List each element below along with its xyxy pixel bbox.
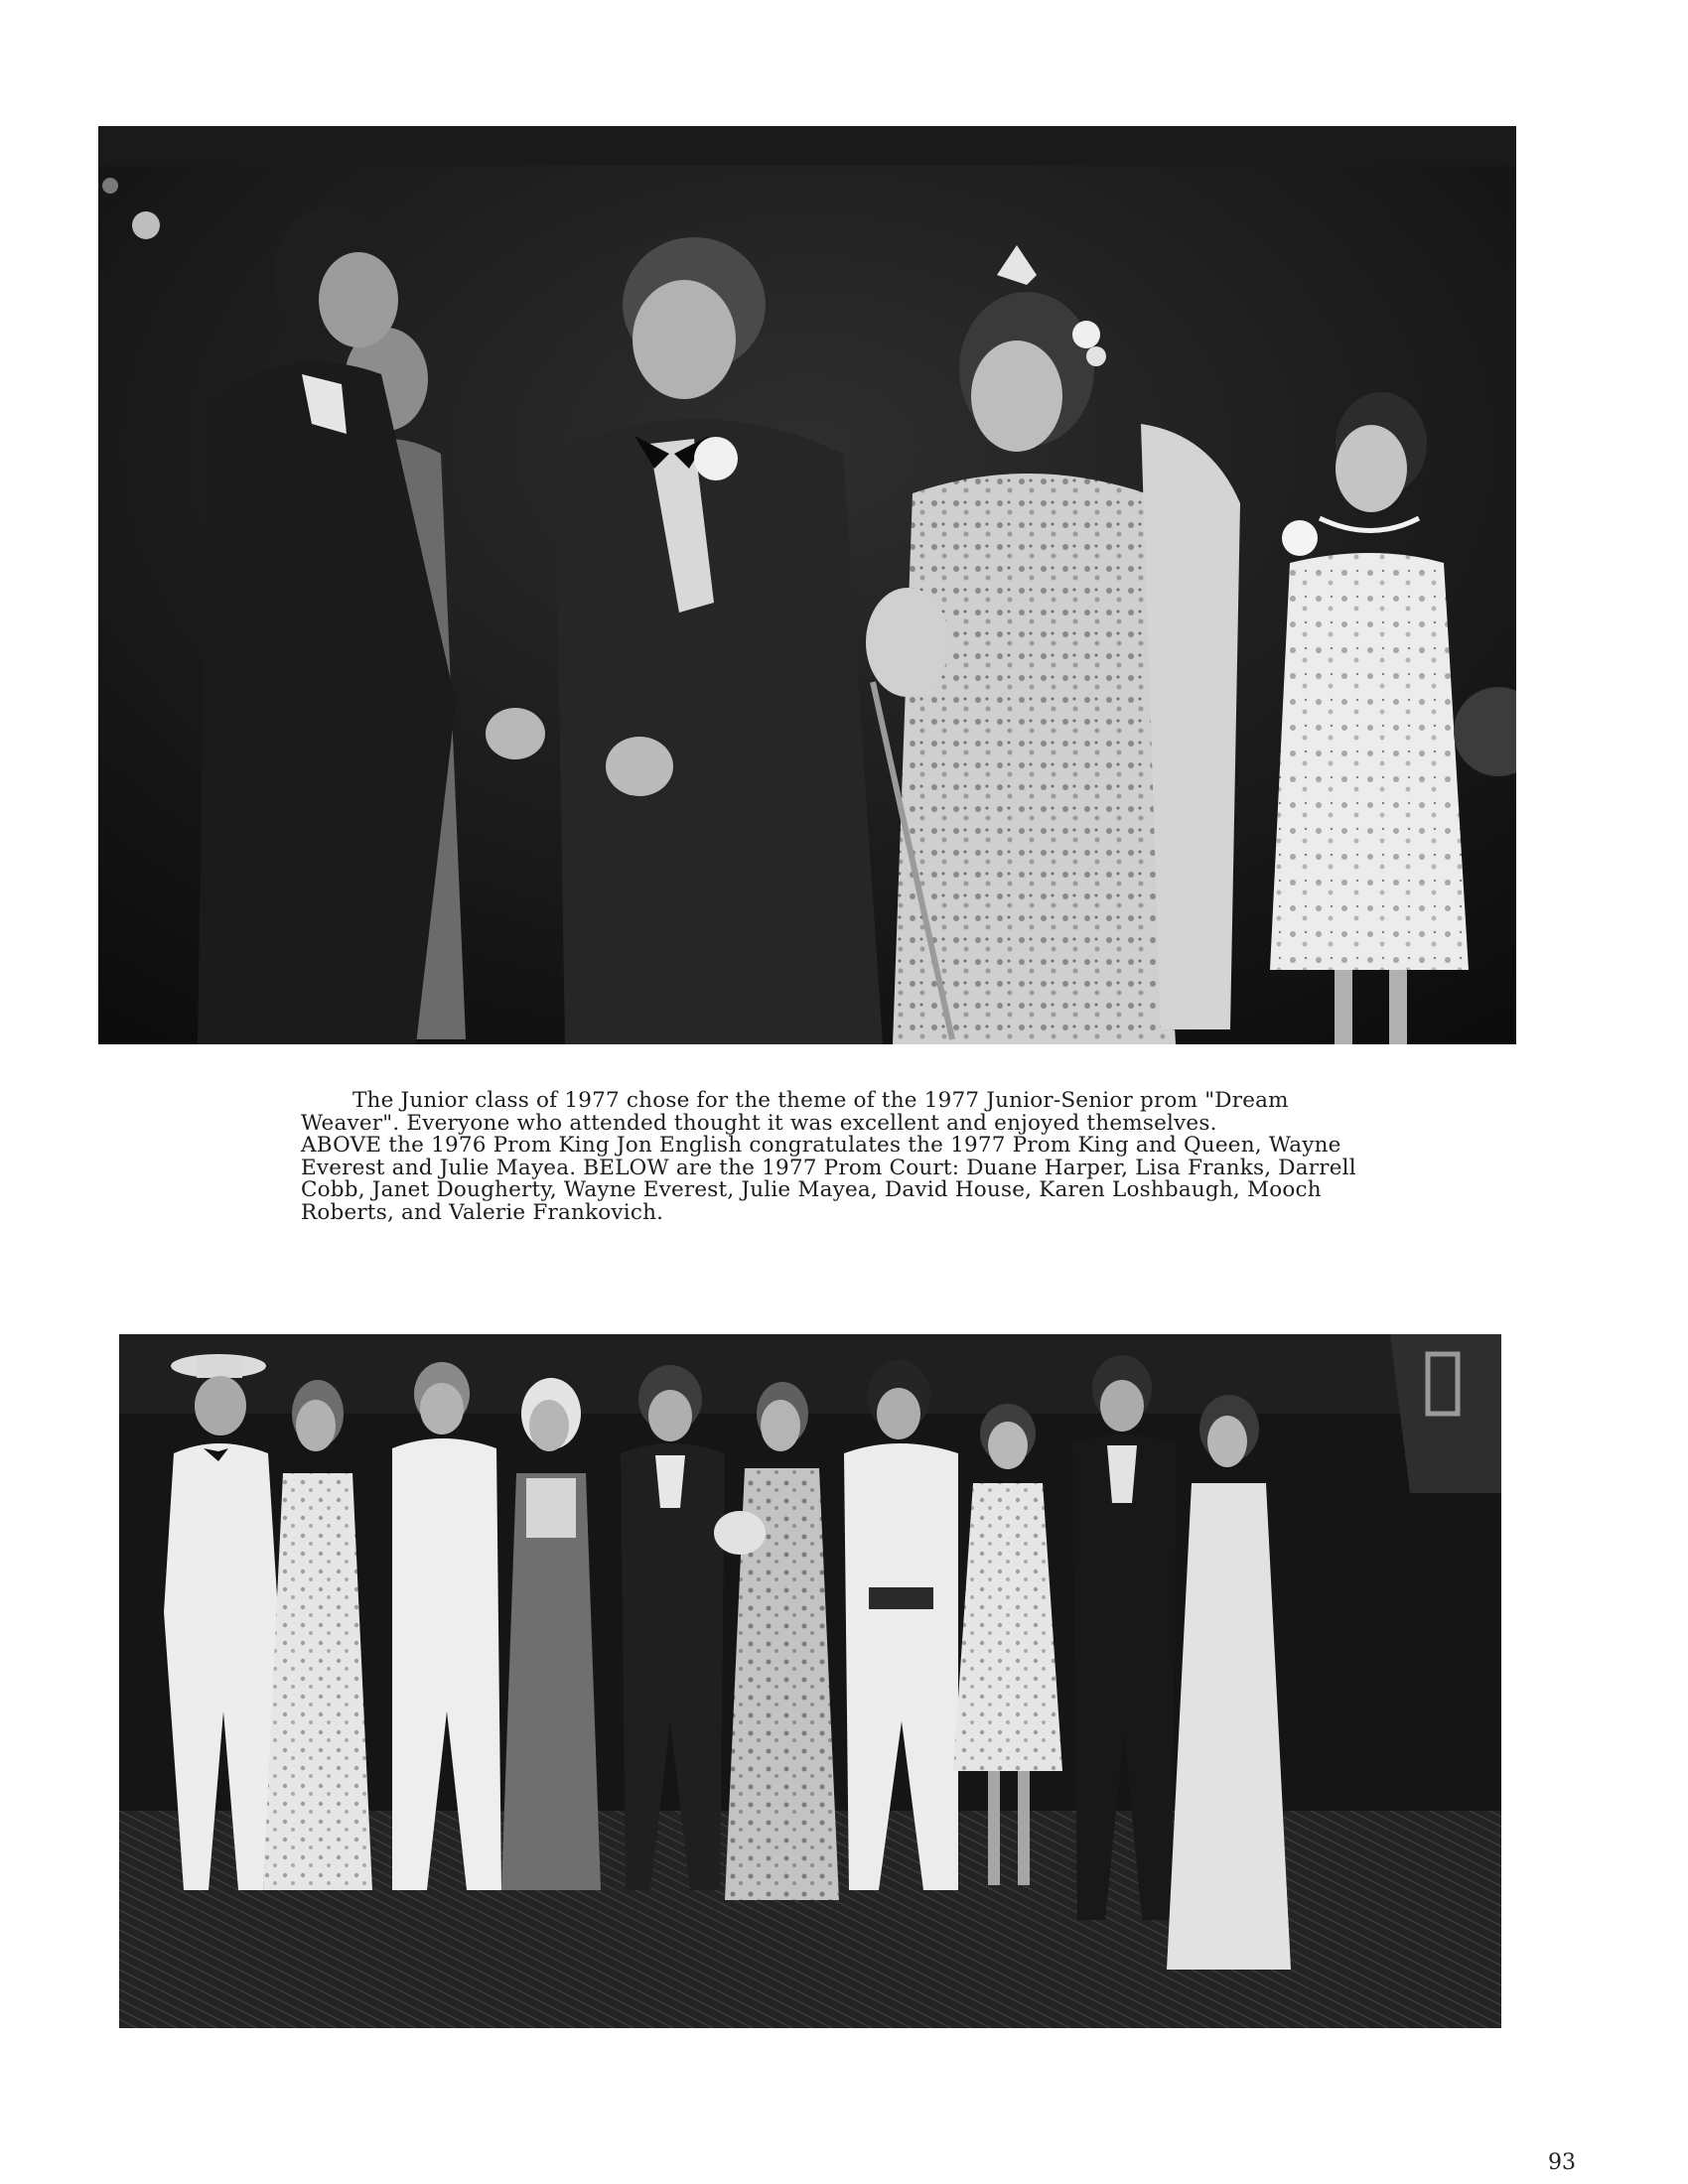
photo-bottom-illustration bbox=[119, 1334, 1501, 2028]
photo-top-illustration bbox=[98, 126, 1516, 1044]
photo-prom-king-congratulations bbox=[98, 126, 1516, 1044]
photo-prom-court bbox=[119, 1334, 1501, 2028]
caption-paragraph-court: ABOVE the 1976 Prom King Jon English congratulates the 1977 Prom King and Queen, Wayne Everest and Julie Mayea. BELOW are the 1977 Prom Court: Duane Harper, Lisa Franks, Darrell Cobb, Janet Dougherty, Wayne Everest, Julie Mayea, David House, Karen Loshbaugh, Mooch Roberts, and Valerie Frankovich. bbox=[301, 1133, 1356, 1225]
page-number: 93 bbox=[1548, 2150, 1576, 2175]
photo-caption bbox=[301, 1090, 1373, 1224]
caption-paragraph-theme: The Junior class of 1977 chose for the theme of the 1977 Junior-Senior prom "Dream Weaver". Everyone who attended thought it was excellent and enjoyed themselves. bbox=[301, 1088, 1289, 1136]
